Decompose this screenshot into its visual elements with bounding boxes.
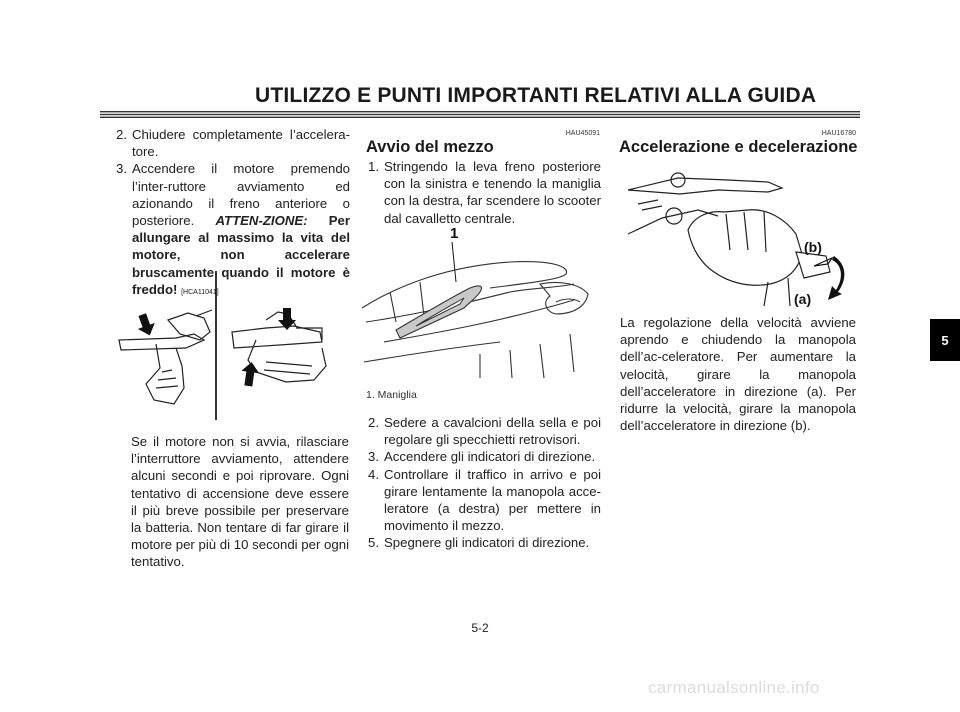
throttle-paragraph: La regolazione della velocità avviene aprendo e chiudendo la manopola dell’ac-celeratore. Per aumentare la velocità, girare la manopola dell’acceleratore in direzione (a). Per ridurre la velocità, girare la manopola dell’acceleratore in direzione (b). — [620, 315, 856, 434]
step-text: Accendere il motore premendo l’inter-ruttore avviamento ed azionando il freno anteriore o posteriore. — [132, 161, 350, 229]
list-item — [368, 448, 601, 465]
list-item — [368, 158, 601, 227]
header-rule — [100, 111, 860, 118]
list-item — [368, 414, 601, 448]
throttle-grip-illustration — [618, 160, 860, 310]
scooter-body — [362, 262, 588, 378]
section-title: Accelerazione e decelerazione — [619, 138, 858, 156]
warning-text: Per allungare al massimo la vita del motore, non accelerare bruscamente quando il motore è freddo! — [132, 213, 350, 297]
watermark: carmanualsonline.info — [648, 678, 820, 697]
figure-caption: 1. Maniglia — [366, 389, 417, 401]
page-title: UTILIZZO E PUNTI IMPORTANTI RELATIVI ALLA GUIDA — [255, 84, 817, 107]
step-number: 3. — [116, 161, 127, 177]
step-text: Controllare il traffico in arrivo e poi girare lentamente la manopola acce-leratore (a destra) per mettere in movimento il mezzo. — [384, 466, 601, 534]
step-number: 2. — [368, 415, 379, 430]
step-number: 4. — [368, 466, 379, 482]
left-hand-figure — [119, 310, 212, 404]
right-hand-figure — [232, 312, 326, 382]
step-text: Chiudere completamente l’accelera-tore. — [132, 127, 350, 160]
page-number: 5-2 — [471, 621, 489, 635]
arrow-icon — [239, 361, 260, 387]
step-text: Accendere gli indicatori di direzione. — [384, 449, 596, 465]
step-text: Sedere a cavalcioni della sella e poi regolare gli specchietti retrovisori. — [384, 415, 601, 448]
ride-steps-list-continued — [368, 414, 601, 552]
list-item — [116, 126, 350, 160]
brake-lever-illustration — [116, 268, 350, 428]
step-text: Spegnere gli indicatori di direzione. — [384, 535, 590, 551]
restart-paragraph: Se il motore non si avvia, rilasciare l’interruttore avviamento, attendere alcuni secondi e poi riprovare. Ogni tentativo di accensione deve essere il più breve possibile per preservare la batteria. Non tentare di far girare il motore per più di 10 secondi per ogni tentativo. — [131, 434, 349, 570]
direction-label-b: (b) — [804, 239, 822, 255]
list-item — [368, 534, 601, 551]
step-number: 5. — [368, 535, 379, 551]
scooter-grab-handle-illustration — [360, 222, 605, 382]
step-number: 3. — [368, 449, 379, 465]
warning-label: ATTEN-ZIONE: — [215, 213, 308, 229]
step-number: 1. — [368, 159, 379, 174]
section-code: HAU45091 — [565, 130, 600, 137]
section-code: HAU16780 — [821, 130, 856, 137]
chapter-tab: 5 — [930, 319, 960, 361]
column-2-step-1 — [368, 158, 601, 227]
arrow-icon — [134, 312, 158, 339]
warning-code: [HCA11041] — [181, 288, 219, 296]
column-2-steps — [368, 414, 601, 552]
direction-label-a: (a) — [794, 291, 812, 307]
figure-callout: 1 — [450, 225, 459, 242]
grab-handle — [396, 286, 482, 338]
brake-lever — [628, 173, 782, 234]
step-number: 2. — [116, 127, 127, 142]
ride-steps-list — [368, 158, 601, 227]
section-title: Avvio del mezzo — [366, 138, 494, 156]
list-item — [368, 466, 601, 535]
hand-on-grip — [688, 210, 802, 306]
step-text: Stringendo la leva freno posteriore con la sinistra e tenendo la maniglia con la destra, far scendere lo scooter dal cavalletto centrale. — [384, 159, 601, 226]
